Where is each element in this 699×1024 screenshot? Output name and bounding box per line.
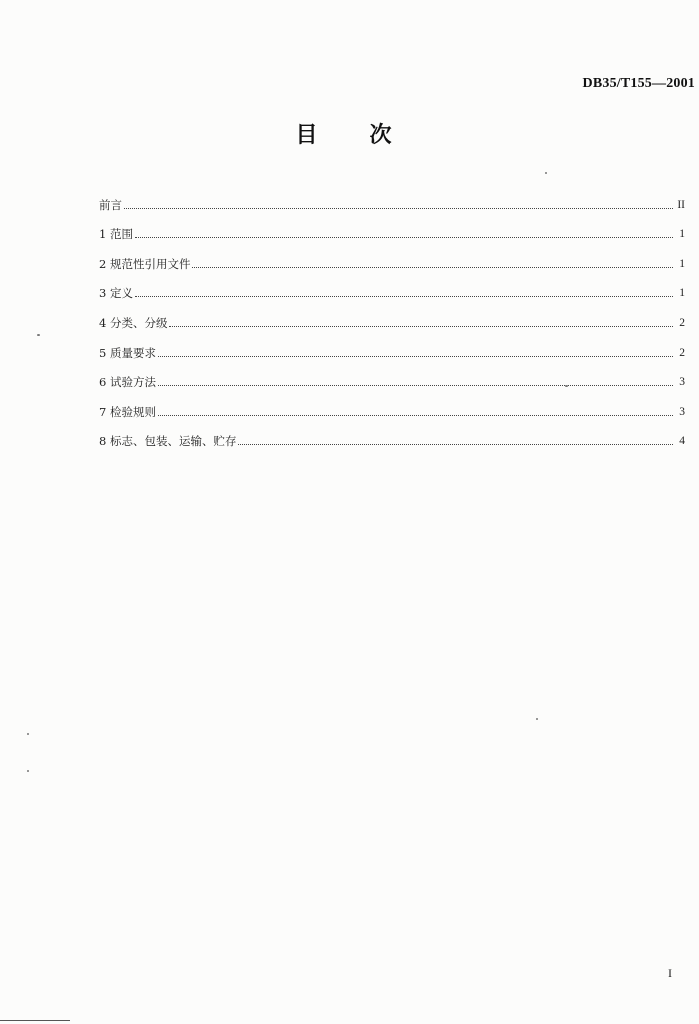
toc-entry-definitions[interactable] — [99, 271, 685, 301]
toc-entry-test-methods[interactable] — [99, 360, 685, 390]
page-title: 目次 — [295, 122, 444, 148]
toc-entry-label: 4 分类、分级 — [99, 315, 168, 330]
toc-entry-page: 2 — [679, 346, 685, 359]
toc-entry-page: 2 — [679, 316, 685, 329]
page-number: I — [668, 966, 672, 980]
toc-entry-label: 8 标志、包装、运输、贮存 — [99, 434, 237, 449]
standard-code: DB35/T155—2001 — [582, 76, 695, 91]
toc-entry-page: 3 — [679, 376, 685, 389]
dot-leader — [192, 267, 673, 268]
toc-entry-marking-packaging[interactable] — [99, 419, 685, 449]
dot-leader — [238, 444, 673, 445]
scan-speck — [536, 718, 538, 720]
toc-entry-page: 1 — [679, 257, 685, 270]
dot-leader — [158, 385, 673, 386]
scan-edge-line — [0, 1020, 70, 1021]
toc-entry-page: 1 — [679, 228, 685, 241]
scan-speck — [27, 770, 29, 772]
toc-entry-label: 3 定义 — [99, 286, 133, 301]
scan-speck — [37, 334, 40, 336]
toc-entry-page: II — [677, 198, 685, 211]
dot-leader — [158, 415, 673, 416]
toc-entry-inspection-rules[interactable] — [99, 389, 685, 419]
toc-entry-quality-requirements[interactable] — [99, 330, 685, 360]
toc-entry-label: 7 检验规则 — [99, 404, 156, 419]
scan-speck — [545, 172, 547, 174]
dot-leader — [169, 326, 673, 327]
dot-leader — [158, 356, 673, 357]
scan-speck — [565, 385, 568, 387]
table-of-contents — [99, 182, 685, 448]
scan-speck — [27, 733, 29, 735]
toc-entry-label: 2 规范性引用文件 — [99, 256, 191, 271]
toc-entry-label: 1 范围 — [99, 227, 133, 242]
toc-entry-page: 4 — [679, 435, 685, 448]
dot-leader — [135, 296, 673, 297]
toc-entry-classification[interactable] — [99, 300, 685, 330]
toc-entry-preface[interactable] — [99, 182, 685, 212]
toc-entry-page: 1 — [679, 287, 685, 300]
dot-leader — [135, 237, 673, 238]
toc-entry-label: 前言 — [99, 197, 122, 212]
toc-entry-page: 3 — [679, 405, 685, 418]
toc-entry-scope[interactable] — [99, 212, 685, 242]
toc-entry-label: 6 试验方法 — [99, 375, 156, 390]
toc-entry-normative-references[interactable] — [99, 241, 685, 271]
toc-entry-label: 5 质量要求 — [99, 345, 156, 360]
dot-leader — [124, 208, 673, 209]
